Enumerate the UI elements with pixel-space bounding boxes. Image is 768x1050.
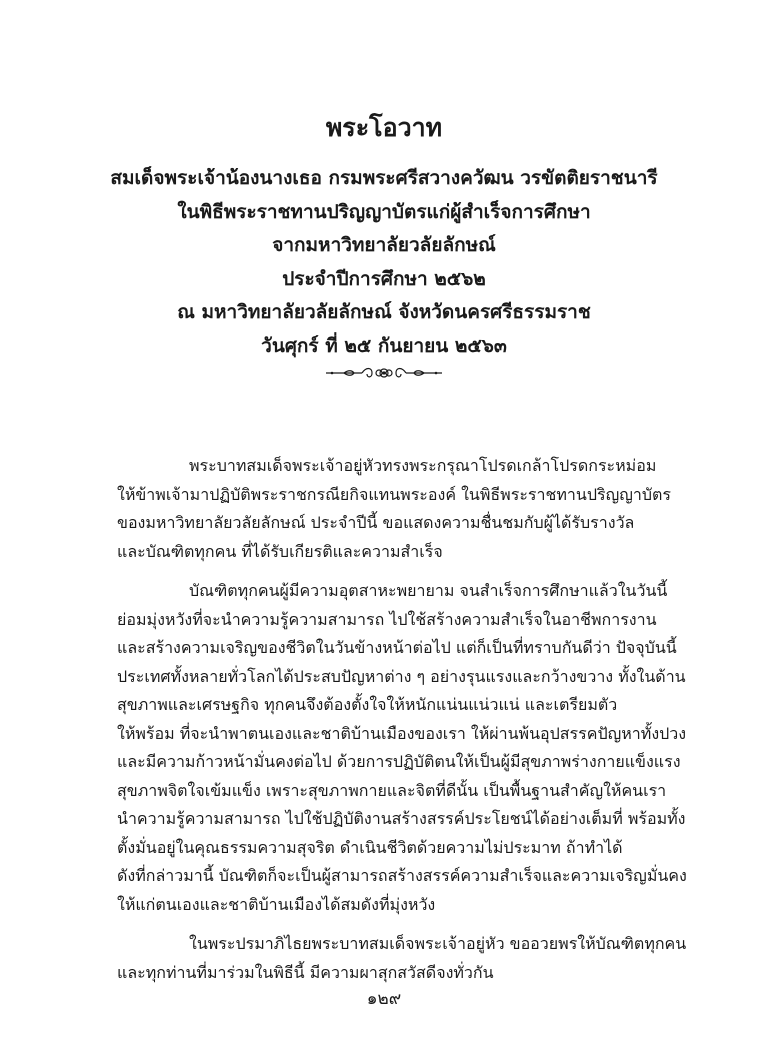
subtitle-line: ณ มหาวิทยาลัยวลัยลักษณ์ จังหวัดนครศรีธรรมราช <box>177 301 591 323</box>
paragraph <box>117 452 671 566</box>
text-line: ดังที่กล่าวมานี้ บัณฑิตก็จะเป็นผู้สามารถสร้างสรรค์ความสำเร็จและความเจริญมั่นคง <box>117 866 687 885</box>
text-line: ย่อมมุ่งหวังที่จะนำความรู้ความสามารถ ไปใช้สร้างความสำเร็จในอาชีพการงาน <box>117 609 657 629</box>
page-number: ๑๒๙ <box>366 989 402 1009</box>
subtitle-line: วันศุกร์ ที่ ๒๕ กันยายน ๒๕๖๓ <box>261 334 507 357</box>
subtitle-line: จากมหาวิทยาลัยวลัยลักษณ์ <box>272 234 496 256</box>
text-line: ตั้งมั่นอยู่ในคุณธรรมความสุจริต ดำเนินชีวิตด้วยความไม่ประมาท ถ้าทำได้ <box>117 837 623 857</box>
text-line: ประเทศทั้งหลายทั่วโลกได้ประสบปัญหาต่าง ๆ อย่างรุนแรงและกว้างขวาง ทั้งในด้าน <box>117 666 686 686</box>
text-line: และมีความก้าวหน้ามั่นคงต่อไป ด้วยการปฏิบัติตนให้เป็นผู้มีสุขภาพร่างกายแข็งแรง <box>117 752 681 771</box>
subtitle-line: สมเด็จพระเจ้าน้องนางเธอ กรมพระศรีสวางควัฒน วรขัตติยราชนารี <box>110 167 658 189</box>
text-line: ให้ข้าพเจ้ามาปฏิบัติพระราชกรณียกิจแทนพระองค์ ในพิธีพระราชทานปริญญาบัตร <box>117 484 671 504</box>
text-line: และทุกท่านที่มาร่วมในพิธีนี้ มีความผาสุกสวัสดีจงทั่วกัน <box>117 962 494 982</box>
document-subtitle <box>0 162 768 363</box>
text-line: และสร้างความเจริญของชีวิตในวันข้างหน้าต่อไป แต่ก็เป็นที่ทราบกันดีว่า ปัจจุบันนี้ <box>117 638 677 657</box>
paragraph <box>117 577 687 919</box>
text-line: ของมหาวิทยาลัยวลัยลักษณ์ ประจำปีนี้ ขอแสดงความชื่นชมกับผู้ได้รับรางวัล <box>117 513 635 532</box>
text-line: นำความรู้ความสามารถ ไปใช้ปฏิบัติงานสร้างสรรค์ประโยชน์ได้อย่างเต็มที่ พร้อมทั้ง <box>117 809 686 828</box>
scroll-divider-ornament-icon <box>324 362 444 384</box>
text-line: ในพระปรมาภิไธยพระบาทสมเด็จพระเจ้าอยู่หัว ขออวยพรให้บัณฑิตทุกคน <box>189 934 687 953</box>
text-line: และบัณฑิตทุกคน ที่ได้รับเกียรติและความสำเร็จ <box>117 541 443 561</box>
document-body <box>117 452 687 998</box>
paragraph <box>117 930 687 987</box>
document-title: พระโอวาท <box>325 113 443 142</box>
text-line: บัณฑิตทุกคนผู้มีความอุตสาหะพยายาม จนสำเร็จการศึกษาแล้วในวันนี้ <box>189 581 668 600</box>
text-line: พระบาทสมเด็จพระเจ้าอยู่หัวทรงพระกรุณาโปรดเกล้าโปรดกระหม่อม <box>189 456 657 475</box>
subtitle-line: ประจำปีการศึกษา ๒๕๖๒ <box>282 267 486 290</box>
text-line: สุขภาพและเศรษฐกิจ ทุกคนจึงต้องตั้งใจให้หนักแน่นแน่วแน่ และเตรียมตัว <box>117 695 618 714</box>
text-line: ให้พร้อม ที่จะนำพาตนเองและชาติบ้านเมืองของเรา ให้ผ่านพ้นอุปสรรคปัญหาทั้งปวง <box>117 723 687 743</box>
subtitle-line: ในพิธีพระราชทานปริญญาบัตรแก่ผู้สำเร็จการศึกษา <box>177 200 591 223</box>
text-line: ให้แก่ตนเองและชาติบ้านเมืองได้สมดังที่มุ่งหวัง <box>117 894 436 914</box>
text-line: สุขภาพจิตใจเข้มแข็ง เพราะสุขภาพกายและจิตที่ดีนั้น เป็นพื้นฐานสำคัญให้คนเรา <box>117 780 667 800</box>
